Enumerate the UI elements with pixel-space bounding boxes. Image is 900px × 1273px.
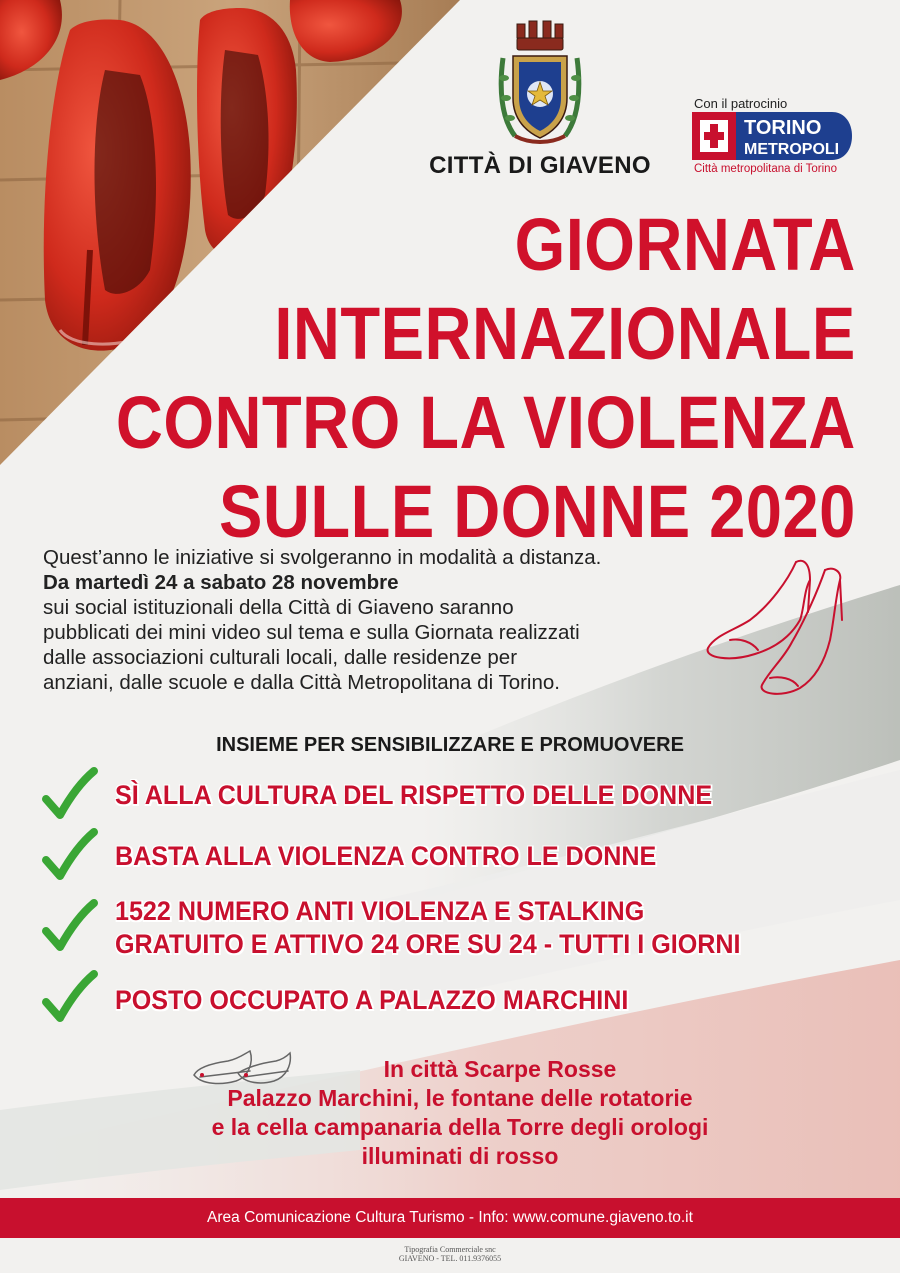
info-line-4: illuminati di rosso <box>361 1143 559 1169</box>
patronage-label: Con il patrocinio <box>694 96 788 111</box>
sponsor-name-line2: METROPOLI <box>744 141 840 158</box>
checkmark-icon <box>40 899 98 957</box>
promotion-headline: INSIEME PER SENSIBILIZZARE E PROMUOVERE <box>216 734 684 756</box>
intro-line-3: sui social istituzionali della Città di Giaveno saranno <box>43 596 514 619</box>
intro-paragraph <box>43 545 723 695</box>
title-line-3: CONTRO LA VIOLENZA <box>116 381 856 464</box>
checkmark-icon <box>40 767 98 825</box>
check-item-2-text: BASTA ALLA VIOLENZA CONTRO LE DONNE <box>115 841 657 871</box>
title-line-4: SULLE DONNE 2020 <box>219 470 856 553</box>
intro-line-1: Quest’anno le iniziative si svolgeranno in modalità a distanza. <box>43 546 602 569</box>
info-line-3: e la cella campanaria della Torre degli orologi <box>211 1114 709 1140</box>
red-shoes-info <box>120 1055 800 1171</box>
footer-contact: Area Comunicazione Cultura Turismo - Info: www.comune.giaveno.to.it <box>207 1209 693 1226</box>
shoes-outline-icon <box>700 550 850 710</box>
city-crest-icon <box>495 18 585 150</box>
title-line-1: GIORNATA <box>514 203 856 286</box>
printer-name: Tipografia Commerciale snc <box>404 1245 496 1254</box>
intro-line-6: anziani, dalle scuole e dalla Città Metropolitana di Torino. <box>43 671 560 694</box>
sponsor-name-line1: TORINO <box>744 117 822 139</box>
info-line-1: In città Scarpe Rosse <box>383 1056 617 1082</box>
check-item-3-text-line1: 1522 NUMERO ANTI VIOLENZA E STALKING <box>115 896 645 926</box>
checkmark-icon <box>40 970 98 1028</box>
event-title <box>116 200 856 556</box>
torino-metropoli-logo <box>692 112 852 160</box>
check-item-1-text: SÌ ALLA CULTURA DEL RISPETTO DELLE DONNE <box>115 780 713 810</box>
intro-line-4: pubblicati dei mini video sul tema e sulla Giornata realizzati <box>43 621 580 644</box>
check-item-3-text-line2: GRATUITO E ATTIVO 24 ORE SU 24 - TUTTI I GIORNI <box>115 929 741 959</box>
title-line-2: INTERNAZIONALE <box>274 292 856 375</box>
sponsor-subtitle: Città metropolitana di Torino <box>694 163 837 175</box>
intro-dates: Da martedì 24 a sabato 28 novembre <box>43 571 399 594</box>
printer-contact: GIAVENO - TEL. 011.9376055 <box>398 1254 502 1263</box>
city-name: CITTÀ DI GIAVENO <box>429 152 651 179</box>
check-item-4-text: POSTO OCCUPATO A PALAZZO MARCHINI <box>115 985 629 1015</box>
info-line-2: Palazzo Marchini, le fontane delle rotatorie <box>227 1085 693 1111</box>
printer-credit <box>0 1245 900 1263</box>
intro-line-5: dalle associazioni culturali locali, dalle residenze per <box>43 646 518 669</box>
checkmark-icon <box>40 828 98 886</box>
